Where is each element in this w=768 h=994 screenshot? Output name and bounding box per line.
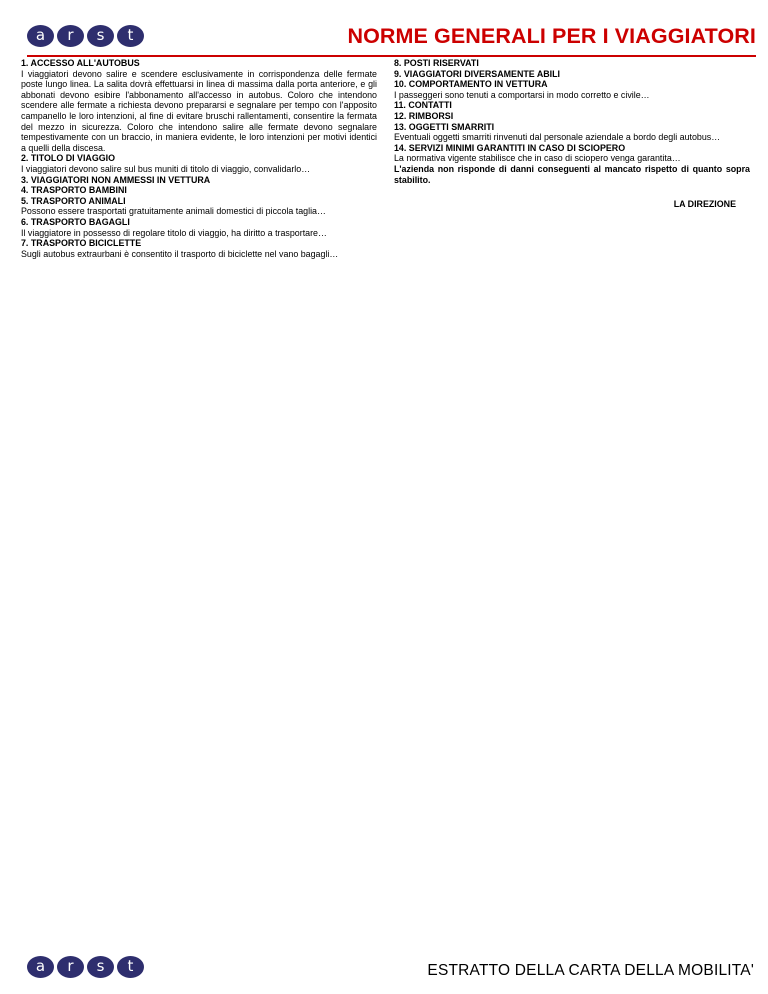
section-heading: 14. SERVIZI MINIMI GARANTITI IN CASO DI SCIOPERO (394, 142, 626, 153)
section-heading: 7. TRASPORTO BICICLETTE (21, 238, 142, 249)
section-body: Eventuali oggetti smarriti rinvenuti dal personale aziendale a bordo degli autobus… (394, 132, 721, 143)
section-animali (21, 196, 377, 217)
section-heading: 4. TRASPORTO BAMBINI (21, 185, 127, 196)
logo-letter-t: t (117, 956, 144, 978)
footer-caption: ESTRATTO DELLA CARTA DELLA MOBILITA' (427, 962, 754, 979)
logo-letter-s: s (87, 25, 114, 47)
title-divider (27, 55, 756, 57)
section-body: I viaggiatori devono salire e scendere esclusivamente in corrispondenza delle fermate poste lungo linea. La salita dovrà effettuarsi in linea di massima dalla porta anteriore, e gli abbonati devono esibire l'abbonamento all'accesso in autobus. Coloro che intendono scendere alle fermate a richiesta devono prepararsi e segnalare per tempo con l'apposito campanello le loro intenzioni, al fine di evitare bruschi rallentamenti, consentire la fermata del mezzo in sicurezza. Coloro che intendono salire alle fermate devono segnalare tempestivamente con un braccio, in maniera evidente, le loro intenzioni per motivi identici a quelli della discesa. (21, 68, 377, 153)
signature: LA DIREZIONE (673, 199, 736, 210)
section-body: I passeggeri sono tenuti a comportarsi in modo corretto e civile… (394, 89, 650, 100)
section-heading: 9. VIAGGIATORI DIVERSAMENTE ABILI (394, 68, 561, 79)
section-titolo-viaggio (21, 153, 377, 174)
section-accesso (21, 58, 377, 153)
section-heading: 13. OGGETTI SMARRITI (394, 121, 495, 132)
section-body: Il viaggiatore in possesso di regolare titolo di viaggio, ha diritto a trasportare… (21, 227, 327, 238)
section-heading: 6. TRASPORTO BAGAGLI (21, 216, 130, 227)
section-non-ammessi (21, 175, 377, 186)
logo-letter-r: r (57, 956, 84, 978)
section-rimborsi (394, 111, 750, 122)
section-comportamento (394, 79, 750, 100)
section-sciopero (394, 143, 750, 164)
logo-letter-a: a (27, 25, 54, 47)
logo-letter-t: t (117, 25, 144, 47)
section-heading: 10. COMPORTAMENTO IN VETTURA (394, 79, 548, 90)
section-heading: 5. TRASPORTO ANIMALI (21, 195, 126, 206)
arst-logo-footer (27, 956, 144, 978)
section-heading: 12. RIMBORSI (394, 110, 454, 121)
logo-letter-a: a (27, 956, 54, 978)
section-posti-riservati (394, 58, 750, 69)
section-heading: 1. ACCESSO ALL'AUTOBUS (21, 58, 140, 68)
section-diversamente-abili (394, 69, 750, 80)
section-biciclette (21, 238, 377, 259)
closing-disclaimer: L'azienda non risponde di danni conseguenti al mancato rispetto di quanto sopra stabilito. (394, 163, 750, 185)
logo-letter-s: s (87, 956, 114, 978)
section-oggetti-smarriti (394, 122, 750, 143)
section-bambini (21, 185, 377, 196)
section-body: La normativa vigente stabilisce che in caso di sciopero venga garantita… (394, 153, 681, 164)
section-heading: 3. VIAGGIATORI NON AMMESSI IN VETTURA (21, 174, 211, 185)
arst-logo (27, 25, 144, 47)
logo-letter-r: r (57, 25, 84, 47)
section-body: Sugli autobus extraurbani è consentito il trasporto di biciclette nel vano bagagli… (21, 248, 339, 259)
section-body: I viaggiatori devono salire sul bus muniti di titolo di viaggio, convalidarlo… (21, 163, 311, 174)
section-contatti (394, 100, 750, 111)
section-bagagli (21, 217, 377, 238)
page-title: NORME GENERALI PER I VIAGGIATORI (347, 24, 756, 48)
section-heading: 11. CONTATTI (394, 100, 452, 111)
section-heading: 8. POSTI RISERVATI (394, 58, 479, 68)
section-body: Possono essere trasportati gratuitamente animali domestici di piccola taglia… (21, 206, 326, 217)
right-column (394, 58, 750, 210)
left-column (21, 58, 377, 259)
section-heading: 2. TITOLO DI VIAGGIO (21, 153, 116, 164)
